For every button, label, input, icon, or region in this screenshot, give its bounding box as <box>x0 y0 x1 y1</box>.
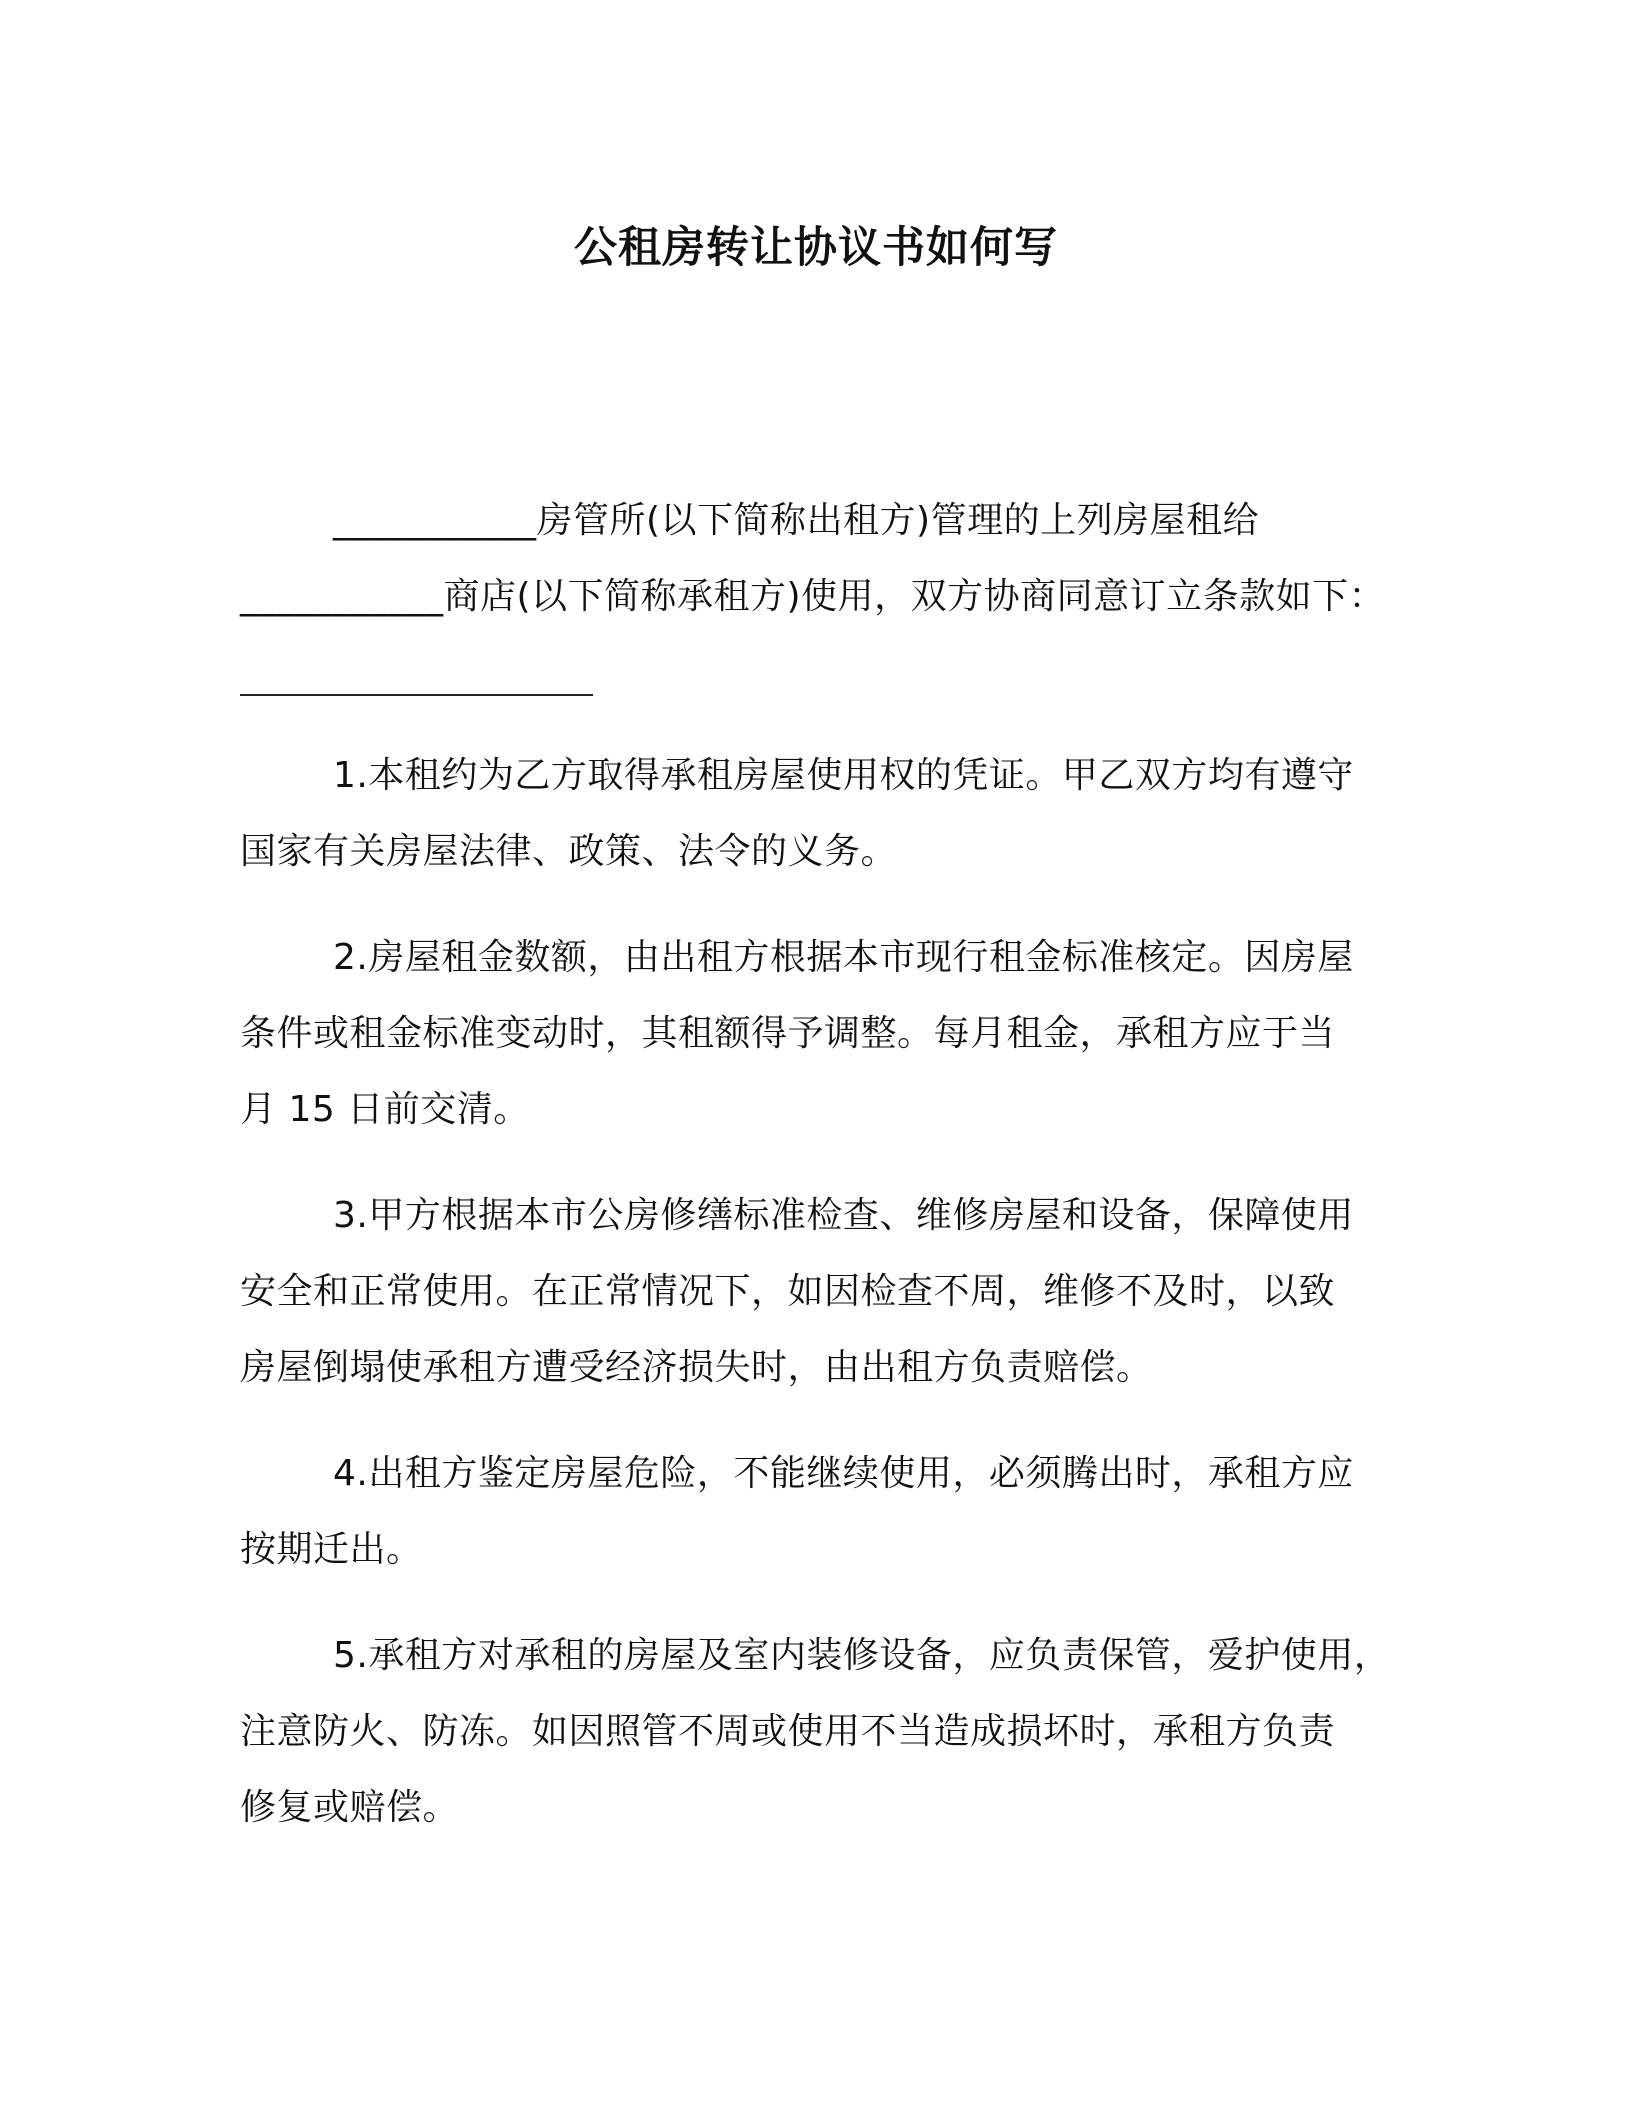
intro-line-1: ___________房管所(以下简称出租方)管理的上列房屋租给 <box>333 500 1260 541</box>
clause-5-line-3: 修复或赔偿。 <box>240 1787 460 1828</box>
clause-5-line-2: 注意防火、防冻。如因照管不周或使用不当造成损坏时，承租方负责 <box>240 1711 1336 1752</box>
clause-2-line-1: 2.房屋租金数额，由出租方根据本市现行租金标准核定。因房屋 <box>333 937 1354 978</box>
clause-2-line-2: 条件或租金标准变动时，其租额得予调整。每月租金，承租方应于当 <box>240 1013 1336 1054</box>
clause-5-line-1: 5.承租方对承租的房屋及室内装修设备，应负责保管，爱护使用， <box>333 1635 1391 1676</box>
intro-line-2: ___________商店(以下简称承租方)使用，双方协商同意订立条款如下： <box>240 576 1386 617</box>
clause-3-line-2: 安全和正常使用。在正常情况下，如因检查不周，维修不及时，以致 <box>240 1271 1336 1312</box>
clause-2-line-3: 月 15 日前交清。 <box>240 1089 530 1130</box>
clause-4-line-2: 按期迁出。 <box>240 1529 423 1570</box>
clause-4-line-1: 4.出租方鉴定房屋危险，不能继续使用，必须腾出时，承租方应 <box>333 1453 1354 1494</box>
clause-1-line-2: 国家有关房屋法律、政策、法令的义务。 <box>240 831 898 872</box>
clause-1-line-1: 1.本租约为乙方取得承租房屋使用权的凭证。甲乙双方均有遵守 <box>333 755 1354 796</box>
clause-3-line-3: 房屋倒塌使承租方遭受经济损失时，由出租方负责赔偿。 <box>240 1347 1153 1388</box>
blank-fill-line <box>240 694 593 696</box>
clause-3-line-1: 3.甲方根据本市公房修缮标准检查、维修房屋和设备，保障使用 <box>333 1195 1354 1236</box>
document-title: 公租房转让协议书如何写 <box>574 223 1058 273</box>
